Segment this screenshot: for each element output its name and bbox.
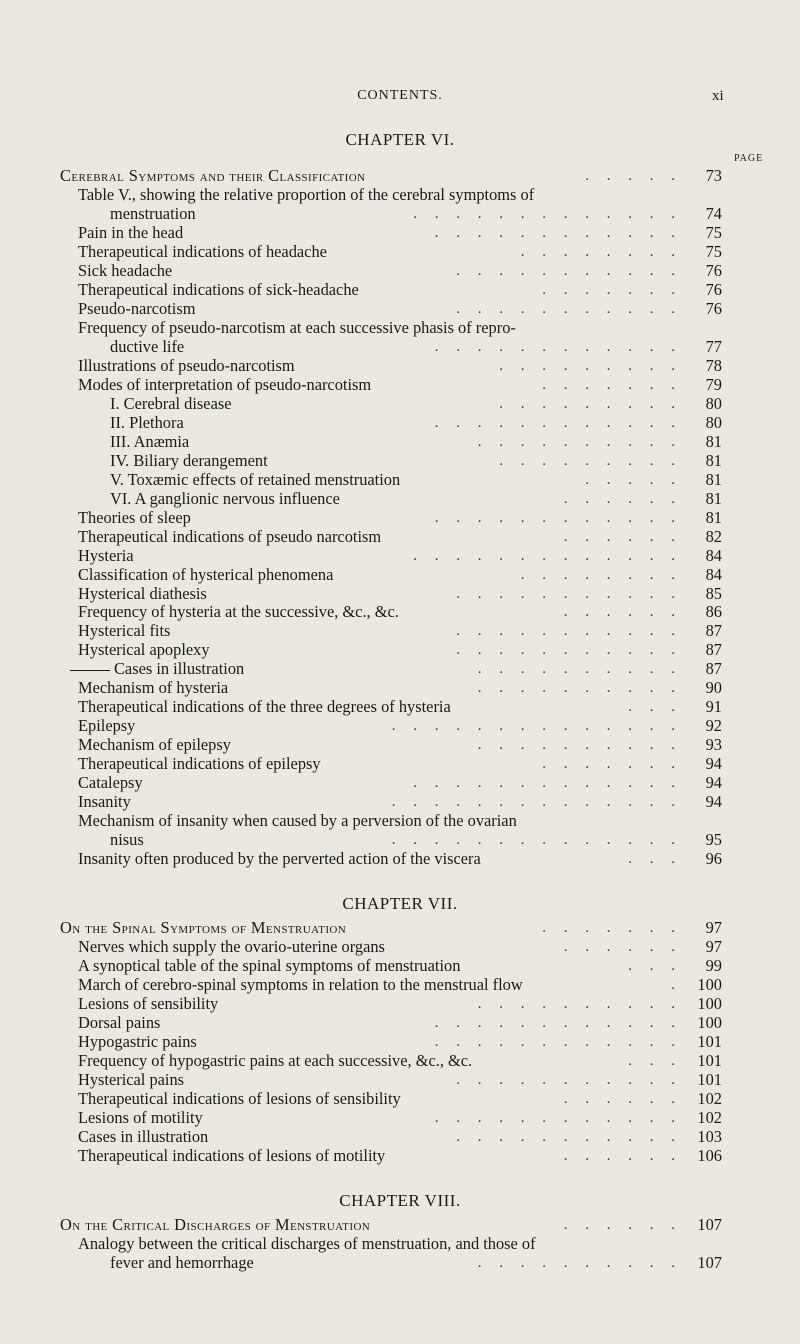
- toc-entry: Illustrations of pseudo-narcotism . . . . . . . . . 78: [78, 356, 722, 375]
- toc-entry: I. Cerebral disease . . . . . . . . . 80: [110, 394, 722, 413]
- toc-entry: Hysterical apoplexy . . . . . . . . . . . 87: [78, 640, 722, 659]
- toc-entry: menstruation . . . . . . . . . . . . . 74: [110, 204, 722, 223]
- toc-entry: Nerves which supply the ovario-uterine organs . . . . . . 97: [78, 937, 722, 956]
- toc-entry: Epilepsy . . . . . . . . . . . . . . 92: [78, 716, 722, 735]
- toc-entry: Hysterical pains . . . . . . . . . . . 101: [78, 1070, 722, 1089]
- toc-entry: nisus . . . . . . . . . . . . . . 95: [110, 830, 722, 849]
- toc-entry: V. Toxæmic effects of retained menstruation . . . . . 81: [110, 470, 722, 489]
- chapter-heading: CHAPTER VII.: [342, 894, 458, 913]
- toc-entry: Hysterical fits . . . . . . . . . . . 87: [78, 621, 722, 640]
- toc-entry: III. Anæmia . . . . . . . . . . 81: [110, 432, 722, 451]
- toc-entry: Frequency of hysteria at the successive, &c., &c. . . . . . . 86: [78, 602, 722, 621]
- toc-entry: Therapeutical indications of pseudo narcotism . . . . . . 82: [78, 527, 722, 546]
- toc-entry: Hysterical diathesis . . . . . . . . . . . 85: [78, 584, 722, 603]
- ditto-dash: [70, 670, 110, 671]
- toc-entry: Therapeutical indications of headache . . . . . . . . 75: [78, 242, 722, 261]
- toc-entry: Insanity . . . . . . . . . . . . . . 94: [78, 792, 722, 811]
- toc-entry: Frequency of pseudo-narcotism at each successive phasis of repro-: [78, 318, 516, 337]
- toc-entry: Pain in the head . . . . . . . . . . . . 75: [78, 223, 722, 242]
- toc-entry: March of cerebro-spinal symptoms in relation to the menstrual flow . 100: [78, 975, 722, 994]
- toc-entry: Cerebral Symptoms and their Classification . . . . . 73: [60, 166, 722, 185]
- toc-entry: Frequency of hypogastric pains at each successive, &c., &c. . . . 101: [78, 1051, 722, 1070]
- toc-entry: Theories of sleep . . . . . . . . . . . . 81: [78, 508, 722, 527]
- toc-entry: Therapeutical indications of the three degrees of hysteria . . . 91: [78, 697, 722, 716]
- toc-entry: Mechanism of epilepsy . . . . . . . . . . 93: [78, 735, 722, 754]
- toc-entry: II. Plethora . . . . . . . . . . . . 80: [110, 413, 722, 432]
- toc-entry: Therapeutical indications of lesions of motility . . . . . . 106: [78, 1146, 722, 1165]
- toc-entry: Mechanism of insanity when caused by a perversion of the ovarian: [78, 811, 517, 830]
- toc-entry: Hysteria . . . . . . . . . . . . . 84: [78, 546, 722, 565]
- toc-entry: Sick headache . . . . . . . . . . . 76: [78, 261, 722, 280]
- toc-entry: Table V., showing the relative proportion of the cerebral symptoms of: [78, 185, 535, 204]
- toc-entry: On the Spinal Symptoms of Menstruation . . . . . . . 97: [60, 918, 722, 937]
- toc-entry: Therapeutical indications of lesions of sensibility . . . . . . 102: [78, 1089, 722, 1108]
- toc-entry: Insanity often produced by the perverted action of the viscera . . . 96: [78, 849, 722, 868]
- toc-entry: Analogy between the critical discharges of menstruation, and those of: [78, 1234, 536, 1253]
- page-folio: xi: [712, 88, 724, 104]
- toc-entry: VI. A ganglionic nervous influence . . . . . . 81: [110, 489, 722, 508]
- chapter-heading: CHAPTER VIII.: [339, 1191, 461, 1210]
- toc-entry: Hypogastric pains . . . . . . . . . . . . 101: [78, 1032, 722, 1051]
- running-head: [0, 88, 800, 110]
- toc-entry: Cases in illustration . . . . . . . . . . 87: [110, 658, 722, 680]
- toc-entry: On the Critical Discharges of Menstruation . . . . . . 107: [60, 1215, 722, 1234]
- toc-entry: IV. Biliary derangement . . . . . . . . . 81: [110, 451, 722, 470]
- toc-entry: Lesions of sensibility . . . . . . . . . . 100: [78, 994, 722, 1013]
- toc-entry: Dorsal pains . . . . . . . . . . . . 100: [78, 1013, 722, 1032]
- toc-entry: Therapeutical indications of epilepsy . . . . . . . 94: [78, 754, 722, 773]
- running-title: CONTENTS.: [357, 88, 443, 103]
- toc-entry: Catalepsy . . . . . . . . . . . . . 94: [78, 773, 722, 792]
- toc-entry: Lesions of motility . . . . . . . . . . . . 102: [78, 1108, 722, 1127]
- toc-entry: Cases in illustration . . . . . . . . . . . 103: [78, 1127, 722, 1146]
- page-column-label: PAGE: [734, 153, 764, 164]
- toc-entry: A synoptical table of the spinal symptoms of menstruation . . . 99: [78, 956, 722, 975]
- toc-entry: ductive life . . . . . . . . . . . . 77: [110, 337, 722, 356]
- toc-entry: Modes of interpretation of pseudo-narcotism . . . . . . . 79: [78, 375, 722, 394]
- toc-entry: Mechanism of hysteria . . . . . . . . . . 90: [78, 678, 722, 697]
- toc-entry: Therapeutical indications of sick-headache . . . . . . . 76: [78, 280, 722, 299]
- toc-entry: Classification of hysterical phenomena . . . . . . . . 84: [78, 565, 722, 584]
- chapter-heading: CHAPTER VI.: [345, 130, 455, 149]
- toc-entry: fever and hemorrhage . . . . . . . . . . 107: [110, 1253, 722, 1272]
- toc-entry: Pseudo-narcotism . . . . . . . . . . . 76: [78, 299, 722, 318]
